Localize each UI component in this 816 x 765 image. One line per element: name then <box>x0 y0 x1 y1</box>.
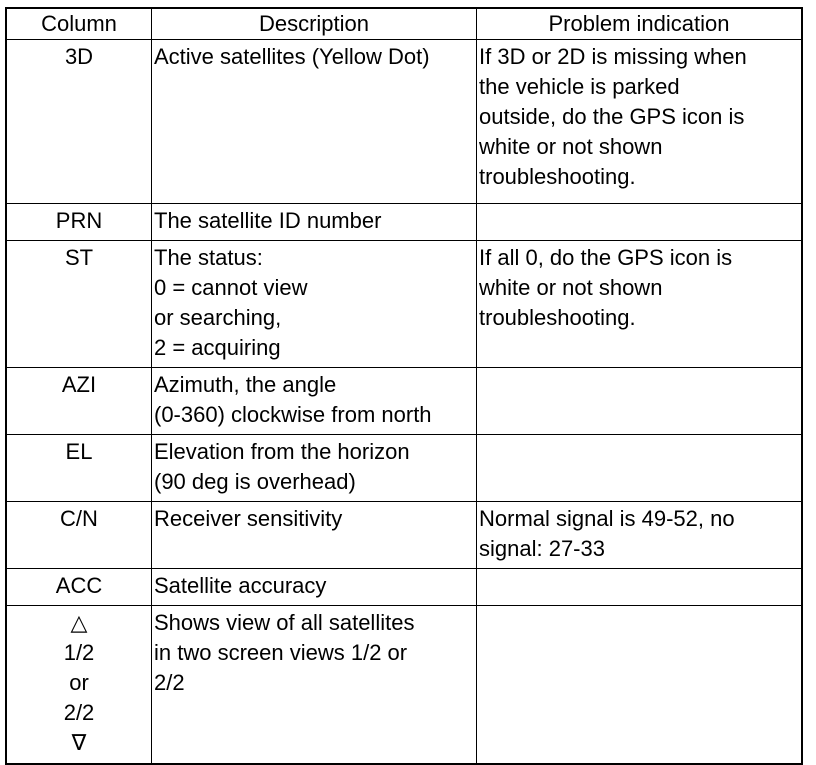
header-row <box>6 8 802 40</box>
row-problem-cell <box>477 502 803 569</box>
cell-text-line: or <box>69 670 89 695</box>
cell-text-line: or searching, <box>154 305 282 330</box>
row-column-cell <box>6 40 152 204</box>
cell-text-line: If 3D or 2D is missing when <box>479 44 747 69</box>
cell-text-line: The satellite ID number <box>154 208 382 233</box>
cell-text-line: troubleshooting. <box>479 164 636 189</box>
table-row <box>6 502 802 569</box>
row-column-cell <box>6 241 152 368</box>
cell-text-line: 0 = cannot view <box>154 275 308 300</box>
table-row <box>6 40 802 204</box>
row-description-cell <box>152 40 477 204</box>
cell-text-line: PRN <box>55 208 103 233</box>
cell-text-line: 3D <box>64 44 94 69</box>
row-column-cell <box>6 606 152 764</box>
row-problem-cell <box>477 569 803 606</box>
cell-text-line: If all 0, do the GPS icon is <box>479 245 733 270</box>
row-problem-cell <box>477 368 803 435</box>
cell-text-line: ∇ <box>71 730 87 755</box>
table-row <box>6 204 802 241</box>
row-problem-cell <box>477 435 803 502</box>
row-column-cell <box>6 368 152 435</box>
cell-text-line: The status: <box>154 245 263 270</box>
cell-text-line: Normal signal is 49-52, no <box>479 506 735 531</box>
row-description-cell <box>152 606 477 764</box>
row-description-cell <box>152 368 477 435</box>
row-column-cell <box>6 569 152 606</box>
table-row <box>6 435 802 502</box>
cell-text-line: △ <box>70 610 88 635</box>
row-problem-cell <box>477 204 803 241</box>
cell-text-line: white or not shown <box>479 134 663 159</box>
row-column-cell <box>6 435 152 502</box>
row-problem-cell <box>477 241 803 368</box>
cell-text-line: Satellite accuracy <box>154 573 327 598</box>
table-row <box>6 606 802 764</box>
column-header: Column <box>6 8 152 40</box>
cell-text-line: signal: 27-33 <box>479 536 605 561</box>
row-description-cell <box>152 502 477 569</box>
cell-text-line: (90 deg is overhead) <box>154 469 356 494</box>
table-row <box>6 241 802 368</box>
cell-text-line: white or not shown <box>479 275 663 300</box>
row-description-cell <box>152 204 477 241</box>
table-body <box>6 40 802 764</box>
cell-text-line: in two screen views 1/2 or <box>154 640 408 665</box>
cell-text-line: 2/2 <box>63 700 95 725</box>
description-header: Description <box>152 8 477 40</box>
cell-text-line: ST <box>64 245 94 270</box>
row-column-cell <box>6 204 152 241</box>
row-description-cell <box>152 569 477 606</box>
table-row <box>6 368 802 435</box>
table-row <box>6 569 802 606</box>
cell-text-line: Azimuth, the angle <box>154 372 337 397</box>
row-description-cell <box>152 241 477 368</box>
cell-text-line: Receiver sensitivity <box>154 506 343 531</box>
cell-text-line: Active satellites (Yellow Dot) <box>154 44 430 69</box>
cell-text-line: Elevation from the horizon <box>154 439 410 464</box>
row-column-cell <box>6 502 152 569</box>
cell-text-line: the vehicle is parked <box>479 74 680 99</box>
row-problem-cell <box>477 40 803 204</box>
cell-text-line: 2/2 <box>154 670 185 695</box>
cell-text-line: 2 = acquiring <box>154 335 281 360</box>
row-description-cell <box>152 435 477 502</box>
cell-text-line: 1/2 <box>63 640 95 665</box>
cell-text-line: Shows view of all satellites <box>154 610 415 635</box>
row-problem-cell <box>477 606 803 764</box>
cell-text-line: EL <box>65 439 93 464</box>
cell-text-line: ACC <box>55 573 103 598</box>
problem-indication-header: Problem indication <box>477 8 803 40</box>
cell-text-line: AZI <box>61 372 97 397</box>
cell-text-line: outside, do the GPS icon is <box>479 104 745 129</box>
cell-text-line: troubleshooting. <box>479 305 636 330</box>
cell-text-line: C/N <box>60 506 98 531</box>
cell-text-line: (0-360) clockwise from north <box>154 402 432 427</box>
gps-status-table <box>5 7 803 765</box>
